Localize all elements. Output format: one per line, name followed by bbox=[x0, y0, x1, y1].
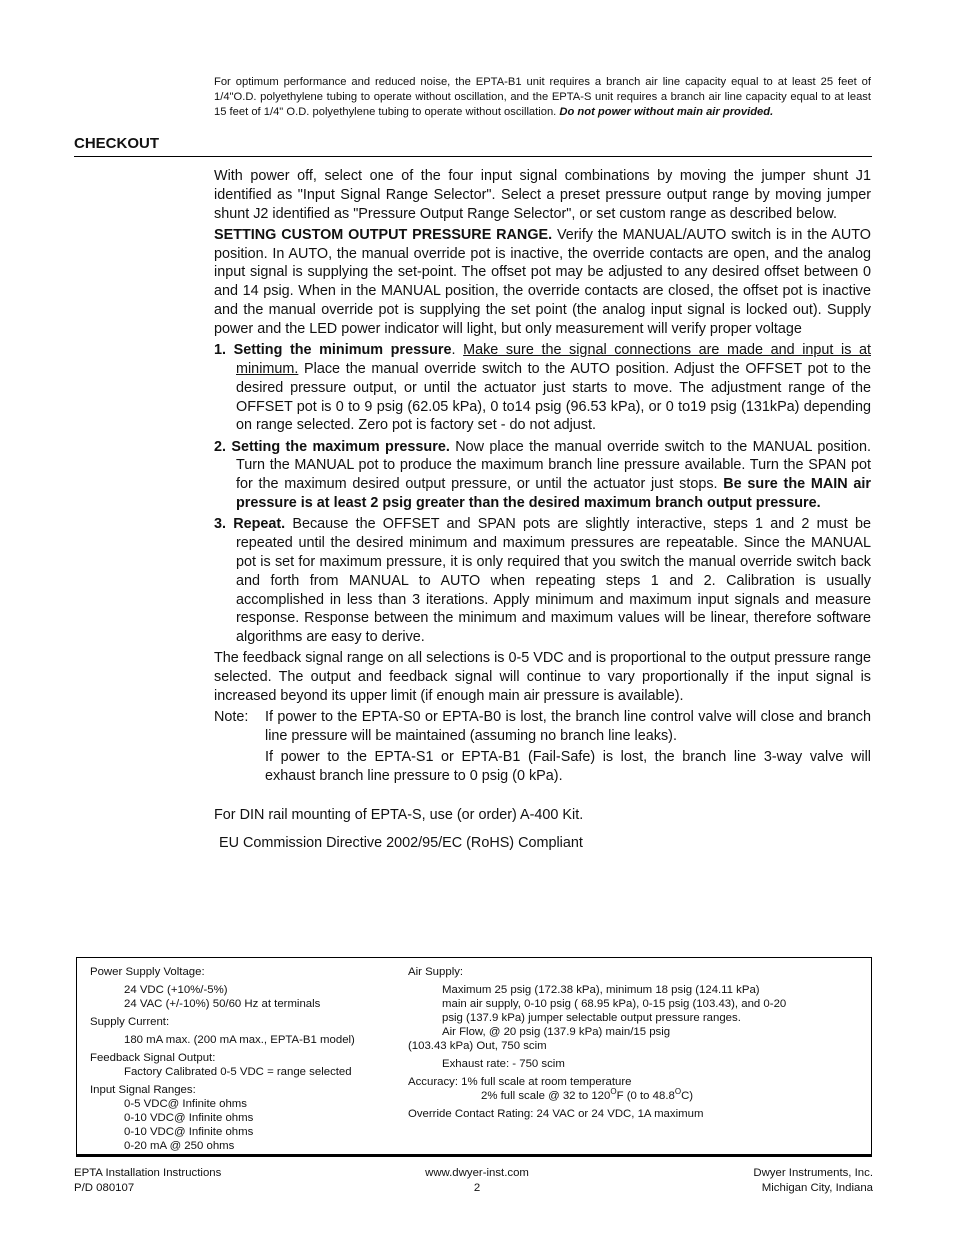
step-3-heading: 3. Repeat. bbox=[214, 516, 286, 533]
step-1-heading: 1. Setting the minimum pressure bbox=[214, 342, 452, 359]
feedback-output-label: Feedback Signal Output: bbox=[90, 1052, 216, 1064]
supply-current-label: Supply Current: bbox=[90, 1016, 170, 1028]
air-supply-label: Air Supply: bbox=[408, 966, 464, 978]
specs-left-column: Power Supply Voltage: 24 VDC (+10%/-5%) 24 VAC (+/-10%) 50/60 Hz at terminals Supply Current: 180 mA max. (200 mA max., EPTA-B1 model) Feedback Signal Output: Factory Calibrated 0-5 VDC = range selected Input Signal Ranges: 0-5 VDC@ Infinite ohms 0-10 VDC@ Infinite ohms 0-10 VDC@ Infinite ohms 0-20 mA @ 250 ohms bbox=[90, 965, 390, 1153]
footer-company: Dwyer Instruments, Inc. bbox=[753, 1167, 873, 1179]
step-1-text: Place the manual override switch to the AUTO position. Adjust the OFFSET pot to the desired pressure output, or until the actuator just starts to move. The adjustment range of the OFFSET pot is 0 to 9 psig (62.05 kPa), 0 to14 psig (96.53 kPa), or 0 to19 psig (131kPa) depending on range selected. Zero pot is factory set - do not adjust. bbox=[236, 360, 871, 434]
intro-warning: Do not power without main air provided. bbox=[559, 106, 774, 118]
note-1: If power to the EPTA-S0 or EPTA-B0 is lost, the branch line control valve will close and branch line pressure will be maintained (assuming no branch line leaks). bbox=[265, 709, 871, 745]
note-label: Note: bbox=[214, 709, 249, 726]
step-1-underline: Make sure the signal connections are made and input is at minimum. bbox=[236, 342, 871, 377]
footer-page-number: 2 bbox=[473, 1182, 481, 1194]
footer-location: Michigan City, Indiana bbox=[761, 1182, 873, 1194]
step-2-text: Now place the manual override switch to the MANUAL position. Turn the MANUAL pot to produce the maximum branch line pressure available. Turn the SPAN pot for the maximum desired output pressure, or until the actuator just stops. bbox=[236, 438, 871, 493]
footer-doc-id: P/D 080107 bbox=[74, 1182, 135, 1194]
footer-doc-title: EPTA Installation Instructions bbox=[74, 1167, 222, 1179]
rohs-note: EU Commission Directive 2002/95/EC (RoHS) Compliant bbox=[219, 835, 583, 852]
note-block bbox=[214, 708, 871, 788]
section-title: CHECKOUT bbox=[74, 135, 159, 152]
checkout-body bbox=[214, 167, 871, 856]
section-divider bbox=[74, 156, 872, 157]
footer-website: www.dwyer-inst.com bbox=[425, 1167, 529, 1179]
paragraph-custom-range bbox=[214, 226, 871, 339]
footer-center bbox=[377, 1166, 577, 1196]
input-ranges-label: Input Signal Ranges: bbox=[90, 1084, 196, 1096]
step-2-warning: Be sure the MAIN air pressure is at least 2 psig greater than the desired maximum branch output pressure. bbox=[236, 476, 871, 512]
accuracy-line-2: 2% full scale @ 32 to $120^OF$ (0 to $48.8^OC$) bbox=[481, 1087, 694, 1102]
custom-range-heading: SETTING CUSTOM OUTPUT PRESSURE RANGE. bbox=[214, 226, 553, 243]
step-1: 1. Setting the minimum pressure. Make sure the signal connections are made and input is at minimum. Place the manual override switch to the AUTO position. Adjust the OFFSET pot to the desired pressure output, or until the actuator just starts to move. The adjustment range of the OFFSET pot is 0 to 9 psig (62.05 kPa), 0 to14 psig (96.53 kPa), or 0 to19 psig (131kPa) depending on range selected. Zero pot is factory set - do not adjust. bbox=[214, 342, 871, 434]
paragraph-feedback: The feedback signal range on all selections is 0-5 VDC and is proportional to the output pressure range selected. The output and feedback signal will continue to vary proportionally if the input signal is increased beyond its upper limit (if enough main air pressure is available). bbox=[214, 650, 871, 705]
footer-right bbox=[672, 1166, 873, 1196]
intro-text: For optimum performance and reduced noise, the EPTA-B1 unit requires a branch air line capacity equal to at least 25 feet of 1/4"O.D. polyethylene tubing to operate without oscillation, and the EPTA-S unit requires a branch air line capacity equal to at least 15 feet of 1/4" O.D. polyethylene tubing to operate without oscillation. bbox=[214, 76, 871, 118]
step-3 bbox=[214, 515, 871, 647]
footer-left bbox=[74, 1166, 221, 1196]
specifications-box bbox=[76, 957, 872, 1157]
intro-note bbox=[214, 75, 871, 120]
custom-range-text: Verify the MANUAL/AUTO switch is in the AUTO position. In AUTO, the manual override pot is inactive, the override contacts are open, and the analog input signal is supplying the set-point. The offset pot may be adjusted to any desired offset between 0 and 14 psig. When in the MANUAL position, the override contacts are closed, the offset pot is inactive and the manual override pot is supplying the set point (the analog input signal is locked out). Supply power and the LED power indicator will light, but only measurement will verify proper voltage bbox=[214, 226, 871, 337]
accuracy-line-1: Accuracy: 1% full scale at room temperature bbox=[408, 1076, 632, 1088]
paragraph-jumper: With power off, select one of the four input signal combinations by moving the jumper shunt J1 identified as "Input Signal Range Selector". Select a preset pressure output range by moving jumper shunt J2 identified as "Pressure Output Range Selector", or set custom range as described below. bbox=[214, 168, 871, 222]
note-2: If power to the EPTA-S1 or EPTA-B1 (Fail-Safe) is lost, the branch line 3-way valve will exhaust branch line pressure to 0 psig (0 kPa). bbox=[265, 749, 871, 785]
override-rating: Override Contact Rating: 24 VAC or 24 VDC, 1A maximum bbox=[408, 1108, 704, 1120]
din-rail-note: For DIN rail mounting of EPTA-S, use (or order) A-400 Kit. bbox=[214, 806, 584, 823]
step-2-heading: 2. Setting the maximum pressure. bbox=[214, 438, 450, 455]
step-2 bbox=[214, 438, 871, 513]
specs-right-column: Air Supply: Maximum 25 psig (172.38 kPa), minimum 18 psig (124.11 kPa) main air supply, 0-10 psig ( 68.95 kPa), 0-15 psig (103.43), and 0-20 psig (137.9 kPa) jumper selectable output pressure ranges. Air Flow, @ 20 psig (137.9 kPa) main/15 psig (103.43 kPa) Out, 750 scim Exhaust rate: - 750 scim Accuracy: 1% full scale at room temperature 2% full scale @ 32 to $120^OF$ (0 to $48.8^OC$) Override Contact Rating: 24 VAC or 24 VDC, 1A maximum bbox=[408, 965, 848, 1121]
power-supply-label: Power Supply Voltage: bbox=[90, 966, 205, 978]
step-3-text: Because the OFFSET and SPAN pots are slightly interactive, steps 1 and 2 must be repeated until the desired minimum and maximum pressures are repeatable. Since the MANUAL pot is set for maximum pressure, it is only required that you switch the manual override switch back and forth from MANUAL to AUTO when repeating steps 1 and 2. Calibration is usually accomplished in less than 3 iterations. Apply minimum and maximum input signals and measure response. Response between the minimum and maximum values will be linear, therefore software algorithms are easy to derive. bbox=[236, 516, 871, 646]
